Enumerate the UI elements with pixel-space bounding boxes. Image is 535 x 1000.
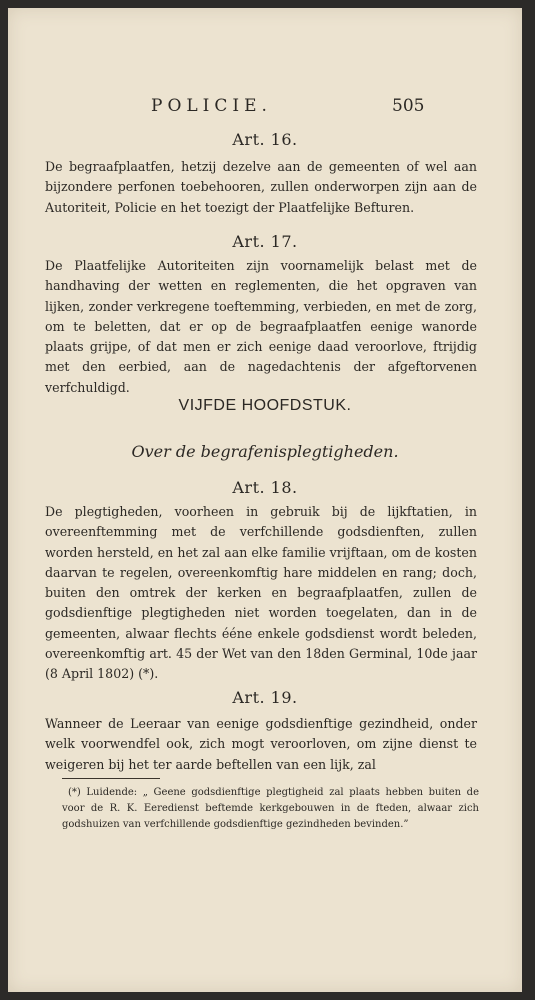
article-heading: Art. 19.: [232, 688, 298, 707]
article-heading: Art. 17.: [232, 232, 298, 251]
article-heading: Art. 18.: [232, 478, 298, 497]
footnote: (*) Luidende: „ Geene godsdienftige plegtigheid zal plaats hebben buiten de voor de R. K. Eeredienst beftemde kerkgebouwen in de fteden, alwaar zich godshuizen van verfchillende godsdienftige gezindheden bevinden.”: [62, 787, 479, 830]
article-heading: Art. 16.: [232, 130, 298, 149]
chapter-subtitle: Over de begrafenisplegtigheden.: [131, 442, 399, 461]
page-header: [8, 96, 522, 120]
article-paragraph: De begraafplaatfen, hetzij dezelve aan de gemeenten of wel aan bijzondere perfonen toebehooren, zullen onderworpen zijn aan de Autoriteit, Policie en het toezigt der Plaatfelijke Befturen.: [45, 159, 477, 215]
running-title: POLICIE.: [151, 96, 272, 116]
article-paragraph: De plegtigheden, voorheen in gebruik bij de lijkftatien, in overeenftemming met de verfchillende godsdienften, zullen worden hersteld, en het zal aan elke familie vrijftaan, om de kosten daarvan te regelen, overeenkomftig hare middelen en rang; doch, buiten den omtrek der kerken en begraafplaatfen, zullen de godsdienftige plegtigheden niet worden toegelaten, dan in de gemeenten, alwaar flechts ééne enkele godsdienst wordt beleden, overeenkomftig art. 45 der Wet van den 18den Germinal, 10de jaar (8 April 1802) (*).: [45, 504, 477, 682]
article-paragraph: Wanneer de Leeraar van eenige godsdienftige gezindheid, onder welk voorwendfel ook, zich mogt veroorloven, om zijne dienst te weigeren bij het ter aarde beftellen van een lijk, zal: [45, 716, 477, 772]
page-number: 505: [392, 96, 425, 116]
footnote-divider: [62, 778, 160, 779]
chapter-title: VIJFDE HOOFDSTUK.: [178, 397, 352, 414]
book-page: [8, 8, 522, 992]
article-paragraph: De Plaatfelijke Autoriteiten zijn voornamelijk belast met de handhaving der wetten en reglementen, die het opgraven van lijken, zonder verkregene toeftemming, verbieden, en met de zorg, om te beletten, dat er op de begraafplaatfen eenige wanorde plaats grijpe, of dat men er zich eenige daad veroorlove, ftrijdig met den eerbied, aan de nagedachtenis der afgeftorvenen verfchuldigd.: [45, 258, 477, 395]
